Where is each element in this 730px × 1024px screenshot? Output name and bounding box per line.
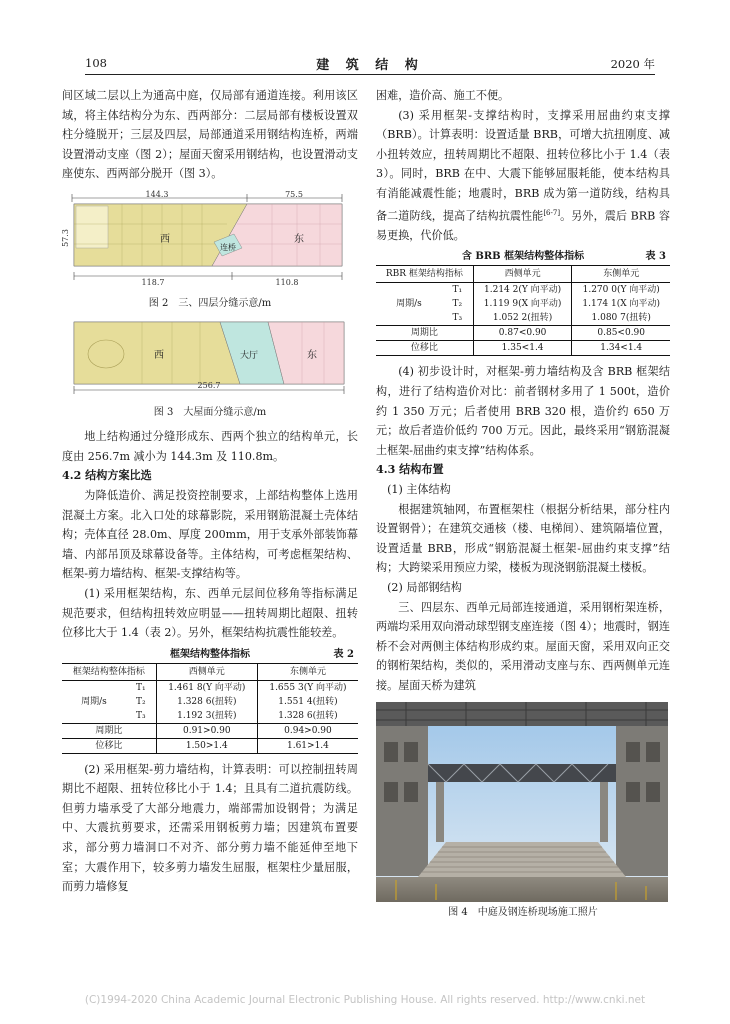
figure-3-roof-drawing	[62, 318, 358, 396]
paragraph-4-2: 为降低造价、满足投资控制要求，上部结构整体上选用混凝土方案。北入口处的球幕影院，采用钢筋混凝土壳体结构；壳体直径 28.0m、厚度 200mm，用于支承外部装饰幕墙、内部吊顶及球幕设备等。主体结构，可考虑框架结构、框架-剪力墙结构、框架-支撑结构等。	[62, 488, 358, 581]
table-cell: 1.119 9(X 向平动)	[473, 297, 572, 311]
table-cell: 位移比	[376, 341, 473, 356]
table-cell: 1.052 2(扭转)	[473, 311, 572, 326]
fig2-dim-bottom-left: 118.7	[141, 277, 165, 287]
table-cell: T₃	[442, 311, 473, 326]
figure-4-caption	[376, 905, 670, 921]
figure-2-caption-text: 三、四层分缝示意/m	[178, 297, 272, 309]
table-cell: 1.461 8(Y 向平动)	[156, 680, 257, 695]
table-row	[62, 680, 358, 695]
fig2-dim-top-left: 144.3	[145, 189, 169, 199]
paragraph-item-3	[376, 106, 670, 246]
figure-2-plan-drawing	[62, 190, 358, 286]
table-cell: 0.87<0.90	[473, 326, 572, 341]
fig2-label-east: 东	[294, 233, 304, 245]
table-row	[62, 738, 358, 753]
table-3-title: 含 BRB 框架结构整体指标	[461, 251, 585, 263]
paragraph-subsection-2: 三、四层东、西单元局部连接通道，采用钢桁架连桥，两端均采用双向滑动球型钢支座连接（图 4）；地震时，钢连桥不会对两侧主体结构形成约束。屋面天窗，采用双向正交的钢桁架结构，类似的，采用滑动支座与东、西两侧单元连接。屋面天桥为建筑	[376, 600, 670, 692]
table-row	[376, 283, 670, 298]
table-row	[376, 326, 670, 341]
table-2-header: 西侧单元	[156, 663, 257, 680]
table-3-number: 表 3	[645, 251, 666, 263]
figure-4-caption-number: 图 4	[448, 906, 468, 918]
journal-title: 建 筑 结 构	[316, 58, 424, 73]
table-3-header: 西侧单元	[473, 266, 572, 283]
fig2-dim-top-right: 75.5	[285, 189, 303, 199]
table-cell: 1.192 3(扭转)	[156, 709, 257, 724]
table-cell: 1.328 6(扭转)	[156, 695, 257, 709]
table-cell: 1.35<1.4	[473, 341, 572, 356]
table-cell: 周期比	[62, 723, 156, 738]
table-cell: 1.50>1.4	[156, 738, 257, 753]
page-header	[85, 52, 655, 75]
left-column	[62, 86, 358, 897]
table-2	[62, 663, 358, 754]
table-cell: 1.34<1.4	[572, 341, 670, 356]
section-4-2-title: 4.2 结构方案比选	[62, 469, 152, 483]
table-row	[376, 341, 670, 356]
section-4-3-title: 4.3 结构布置	[376, 463, 444, 477]
reference-citation: [6-7]	[543, 208, 561, 217]
table-2-number: 表 2	[333, 648, 354, 660]
table-2-period-label: 周期/s	[81, 696, 107, 707]
table-cell: 1.270 0(Y 向平动)	[582, 285, 660, 296]
subsection-2-title: (2) 局部钢结构	[387, 580, 462, 594]
table-cell: 位移比	[62, 738, 156, 753]
table-cell: 1.214 2(Y 向平动)	[473, 283, 572, 298]
fig3-dim-bottom: 256.7	[197, 380, 221, 390]
table-3	[376, 265, 670, 356]
figure-2	[62, 190, 358, 312]
table-cell: 1.551 4(扭转)	[278, 696, 338, 707]
paragraph-item-3-tail: 。另外，震后 BRB 容易更换，代价低。	[376, 209, 670, 242]
paragraph-continued: 困难，造价高、施工不便。	[376, 89, 510, 102]
table-cell: 1.174 1(X 向平动)	[582, 299, 661, 310]
table-cell: T₁	[442, 283, 473, 298]
figure-4-photo	[376, 702, 668, 902]
table-2-title: 框架结构整体指标	[170, 648, 250, 660]
figure-3-caption	[62, 405, 358, 421]
figure-4-construction-photo	[376, 702, 668, 902]
figure-2-caption	[62, 296, 358, 312]
table-cell: 1.61>1.4	[257, 738, 358, 753]
copyright-footer: (C)1994-2020 China Academic Journal Electronic Publishing House. All rights reserved. http://www.cnki.net	[84, 994, 646, 1006]
intro-paragraph: 间区域二层以上为通高中庭，仅局部有通道连接。利用该区域，将主体结构分为东、西两部分：二层局部有楼板设置双柱分缝脱开；三层及四层，局部通道采用钢结构连桥，两端设置滑动支座（图 2）；屋面天窗采用钢结构，也设置滑动支座使东、西两部分脱开（图 3）。	[62, 89, 358, 181]
table-cell: 0.94>0.90	[257, 723, 358, 738]
subsection-1-title: (1) 主体结构	[387, 483, 451, 496]
table-cell: 1.328 6(扭转)	[278, 710, 338, 721]
table-3-header: RBR 框架结构指标	[376, 266, 473, 283]
table-cell: 0.85<0.90	[572, 326, 670, 341]
table-cell: T₂	[126, 695, 156, 709]
fig2-label-west: 西	[160, 233, 170, 245]
table-2-header: 框架结构整体指标	[62, 663, 156, 680]
fig3-label-atrium: 大厅	[240, 350, 259, 361]
paragraph-item-1: (1) 采用框架结构，东、西单元层间位移角等指标满足规范要求，但结构扭转效应明显——扭转周期比超限、扭转位移比大于 1.4（表 2）。另外，框架结构抗震性能较差。	[62, 586, 358, 640]
figure-2-caption-number: 图 2	[148, 297, 169, 309]
paragraph-subsection-1: 根据建筑轴网，布置框架柱（根据分析结果，部分柱内设置钢骨）；在建筑交通核（楼、电梯间）、建筑隔墙位置，设置适量 BRB，形成“钢筋混凝土框架-屈曲约束支撑”结构；大跨梁采用预应力梁，楼板为现浇钢筋混凝土楼板。	[376, 502, 670, 575]
paragraph-units: 地上结构通过分缝形成东、西两个独立的结构单元，长度由 256.7m 减小为 144.3m 及 110.8m。	[62, 430, 358, 463]
right-column	[376, 86, 670, 927]
figure-3-caption-number: 图 3	[153, 407, 174, 419]
fig3-label-west: 西	[154, 349, 164, 361]
table-cell: T₂	[442, 297, 473, 311]
table-2-caption	[62, 647, 358, 663]
table-3-caption	[376, 249, 670, 265]
table-row	[62, 723, 358, 738]
fig3-label-east: 东	[307, 349, 317, 361]
paragraph-item-2: (2) 采用框架-剪力墙结构，计算表明：可以控制扭转周期比不超限、扭转位移比小于 1.4；且具有二道抗震防线。但剪力墙承受了大部分地震力，端部需加设钢骨；为满足中、大震抗剪要求，还需采用钢板剪力墙；因建筑布置要求，部分剪力墙洞口不对齐、部分剪力墙不能延伸至地下室；大震作用下，较多剪力墙发生屈服，框架柱少量屈服，而剪力墙修复	[62, 762, 358, 894]
figure-3	[62, 318, 358, 422]
table-3-period-label: 周期/s	[396, 299, 422, 310]
table-3-header: 东侧单元	[572, 266, 670, 283]
fig2-dim-side: 57.3	[61, 229, 70, 247]
publication-year: 2020 年	[610, 57, 655, 71]
table-2-header: 东侧单元	[257, 663, 358, 680]
paragraph-item-3-text: (3) 采用框架-支撑结构时，支撑采用屈曲约束支撑（BRB）。计算表明：设置适量 BRB，可增大抗扭刚度、减小扭转效应，扭转周期比不超限、扭转位移比小于 1.4（表 3）。同时，BRB 在中、大震下能够屈服耗能，使本结构具有消能减震性能；地震时，BRB 成为第一道防线，结构具备二道防线，提高了结构抗震性能	[376, 108, 670, 223]
table-cell: T₁	[126, 680, 156, 695]
fig2-label-bridge: 连桥	[220, 242, 236, 252]
fig2-dim-bottom-right: 110.8	[275, 277, 299, 287]
figure-4-caption-text: 中庭及钢连桥现场施工照片	[477, 906, 598, 918]
paragraph-item-4: (4) 初步设计时，对框架-剪力墙结构及含 BRB 框架结构，进行了结构造价对比：前者钢材多用了 1 500t，造价约 1 350 万元；后者使用 BRB 320 根，造价约 650 万元；故后者造价低约 700 万元。因此，最终采用“钢筋混凝土框架-屈曲约束支撑”结构体系。	[376, 365, 670, 457]
table-cell: T₃	[126, 709, 156, 724]
table-cell: 1.655 3(Y 向平动)	[269, 682, 347, 693]
table-cell: 0.91>0.90	[156, 723, 257, 738]
table-cell: 周期比	[376, 326, 473, 341]
figure-3-caption-text: 大屋面分缝示意/m	[183, 407, 267, 419]
table-cell: 1.080 7(扭转)	[591, 313, 651, 324]
page-number: 108	[85, 56, 107, 70]
